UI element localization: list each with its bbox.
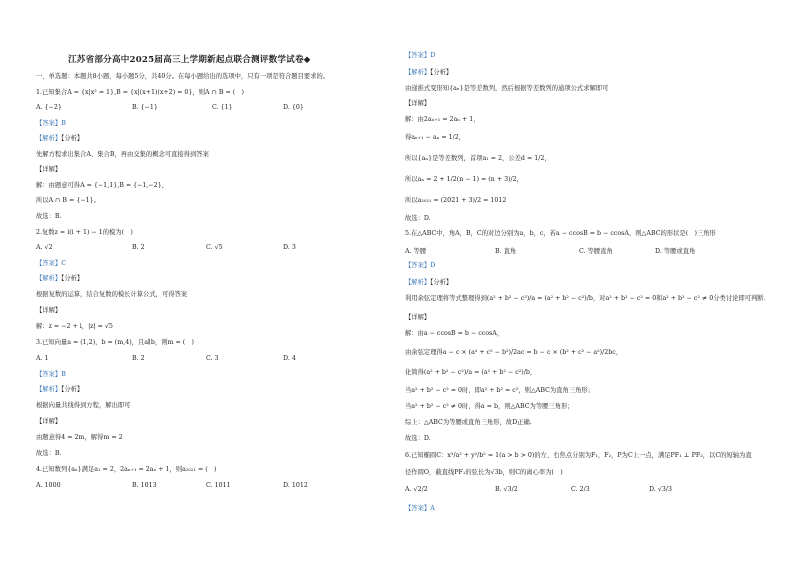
analysis-line (405, 69, 452, 77)
detail-line (36, 166, 61, 174)
solution-text: 由余弦定理得a − c × (a² + c² − b²)/2ac = b − c × (b² + c² − a²)/2bc， (405, 349, 623, 356)
answer-tag: 【答案】 (405, 52, 431, 59)
answer-value: A (430, 505, 435, 512)
solution-text: 所以a₂₀₂₁ = (2021 + 3)/2 = 1012 (405, 197, 507, 204)
answer-line (405, 52, 435, 60)
solution-text: 当a² + b² − c² = 0时，即a² + b² = c²，则△ABC为直角三角形； (405, 387, 594, 394)
analysis-tag: 【解析】 (405, 279, 431, 286)
answer-value: D (430, 52, 436, 59)
option-c: C. 1011 (206, 482, 231, 489)
analysis-sub: 【分析】 (430, 279, 453, 286)
option-a: A. √2 (36, 244, 53, 251)
solution-text: 故选：B. (36, 450, 62, 457)
option-d: D. 1012 (283, 482, 308, 489)
option-d: D. {0} (283, 104, 304, 111)
question-5: 5.在△ABC中，角A，B，C的对边分别为a，b，c，若a − ccosB = b − ccosA，则△ABC的形状是( )三角形 (405, 230, 716, 237)
answer-tag: 【答案】 (36, 371, 62, 378)
option-c: C. 等腰直角 (579, 248, 613, 255)
solution-text: 综上：△ABC为等腰或直角三角形，故D正确. (405, 419, 532, 426)
analysis-sub: 【分析】 (430, 69, 453, 76)
solution-text: 所以A ∩ B = {−1}。 (36, 197, 100, 204)
solution-text: 得aₙ₊₁ − aₙ = 1/2， (405, 134, 466, 141)
detail-tag: 【详解】 (405, 314, 431, 321)
answer-value: D (430, 262, 436, 269)
analysis-sub: 【分析】 (61, 275, 84, 282)
option-c: C. {1} (212, 104, 233, 111)
solution-text: 故选：B. (36, 213, 62, 220)
option-c: C. √5 (206, 244, 223, 251)
option-a: A. √2/2 (405, 486, 428, 493)
option-d: D. 等腰或直角 (655, 248, 696, 255)
detail-line (36, 418, 61, 426)
solution-text: 化简得(a² + b² − c²)/a = (a² + b² − c²)/b， (405, 369, 537, 376)
solution-text: 所以{aₙ}是等差数列，首项a₁ = 2，公差d = 1/2， (405, 155, 551, 162)
analysis-tag: 【解析】 (36, 275, 62, 282)
solution-text: 当a² + b² − c² ≠ 0时，得a = b，则△ABC为等腰三角形； (405, 403, 574, 410)
analysis-line (36, 386, 83, 394)
detail-tag: 【详解】 (405, 100, 431, 107)
question-2: 2.复数z = i(i + 1) − 1的模为( ) (36, 229, 133, 236)
answer-tag: 【答案】 (405, 262, 431, 269)
solution-text: 先解方程求出集合A、集合B，再由交集的概念可直接得到答案 (36, 151, 209, 158)
analysis-line (36, 135, 83, 143)
option-b: B. 2 (132, 355, 145, 362)
detail-line (405, 314, 430, 322)
option-c: C. 2/3 (571, 486, 590, 493)
answer-line (405, 262, 435, 270)
solution-text: 解：由a − ccosB = b − ccosA， (405, 330, 504, 337)
analysis-tag: 【解析】 (36, 386, 62, 393)
solution-text: 根据向量共线得到方程，解出即可 (36, 402, 131, 409)
solution-text: 所以aₙ = 2 + 1/2(n − 1) = (n + 3)/2， (405, 176, 523, 183)
option-a: A. 等腰 (405, 248, 427, 255)
analysis-sub: 【分析】 (61, 135, 84, 142)
answer-value: C (61, 260, 67, 267)
answer-line (36, 371, 66, 379)
question-6: 6.已知椭圆C：x²/a² + y²/b² = 1(a > b > 0)的左、右焦点分别为F₁，F₂，P为C上一点，满足PF₁ ⊥ PF₂，以C的短轴为直 (405, 452, 752, 459)
detail-line (405, 100, 430, 108)
option-a: A. 1 (36, 355, 49, 362)
solution-text: 解：z = −2 + i，|z| = √5 (36, 323, 113, 330)
analysis-line (405, 279, 452, 287)
option-a: A. 1000 (36, 482, 61, 489)
option-d: D. √3/3 (649, 486, 672, 493)
detail-tag: 【详解】 (36, 307, 62, 314)
detail-tag: 【详解】 (36, 166, 62, 173)
question-1: 1.已知集合A = {x|x² = 1},B = {x|(x+1)(x+2) = 0}，则A ∩ B = ( ) (36, 89, 244, 96)
analysis-tag: 【解析】 (36, 135, 62, 142)
section-intro: 一、单选题：本题共8小题，每小题5分，共40分。在每小题给出的选项中，只有一项是符合题目要求的。 (36, 73, 330, 80)
option-b: B. 直角 (495, 248, 517, 255)
option-b: B. 2 (132, 244, 145, 251)
solution-text: 由递推式变形知{aₙ}是等差数列，然后根据等差数列的通项公式求解即可 (405, 85, 609, 92)
solution-text: 利用余弦定理将等式整理得到(a² + b² − c²)/a = (a² + b² − c²)/b，对a² + b² − c² = 0和a² + b² − c² ≠ 0分类讨论即可判断. (405, 295, 766, 302)
solution-text: 根据复数的运算，结合复数的模长计算公式，可得答案 (36, 291, 188, 298)
answer-tag: 【答案】 (36, 260, 62, 267)
solution-text: 故选：D. (405, 435, 431, 442)
option-d: D. 3 (283, 244, 296, 251)
answer-tag: 【答案】 (36, 120, 62, 127)
analysis-line (36, 275, 83, 283)
option-b: B. {−1} (132, 104, 158, 111)
analysis-tag: 【解析】 (405, 69, 431, 76)
answer-line (405, 505, 435, 513)
detail-line (36, 307, 61, 315)
option-b: B. 1013 (132, 482, 157, 489)
option-d: D. 4 (283, 355, 296, 362)
detail-tag: 【详解】 (36, 418, 62, 425)
solution-text: 故选：D. (405, 215, 431, 222)
option-a: A. {−2} (36, 104, 62, 111)
analysis-sub: 【分析】 (61, 386, 84, 393)
question-6-cont: 径作圆O，截直线PF₁的弦长为√3b，则C的离心率为( ) (405, 469, 563, 476)
question-3: 3.已知向量a = (1,2)，b = (m,4)，且a∥b，则m = ( ) (36, 339, 194, 346)
solution-text: 解：由2aₙ₊₁ = 2aₙ + 1， (405, 116, 480, 123)
question-4: 4.已知数列{aₙ}满足a₁ = 2，2aₙ₊₁ = 2aₙ + 1，则a₂₀₂₁ = ( ) (36, 466, 217, 473)
answer-line (36, 260, 66, 268)
answer-value: B (61, 120, 66, 127)
answer-line (36, 120, 66, 128)
option-b: B. √3/2 (495, 486, 518, 493)
solution-text: 解：由题意可得A = {−1,1},B = {−1,−2}， (36, 182, 168, 189)
answer-tag: 【答案】 (405, 505, 431, 512)
solution-text: 由题意得4 = 2m，解得m = 2 (36, 434, 123, 441)
answer-value: B (61, 371, 66, 378)
page-title: 江苏省部分高中2025届高三上学期新起点联合测评数学试卷◆ (68, 55, 311, 65)
option-c: C. 3 (206, 355, 219, 362)
